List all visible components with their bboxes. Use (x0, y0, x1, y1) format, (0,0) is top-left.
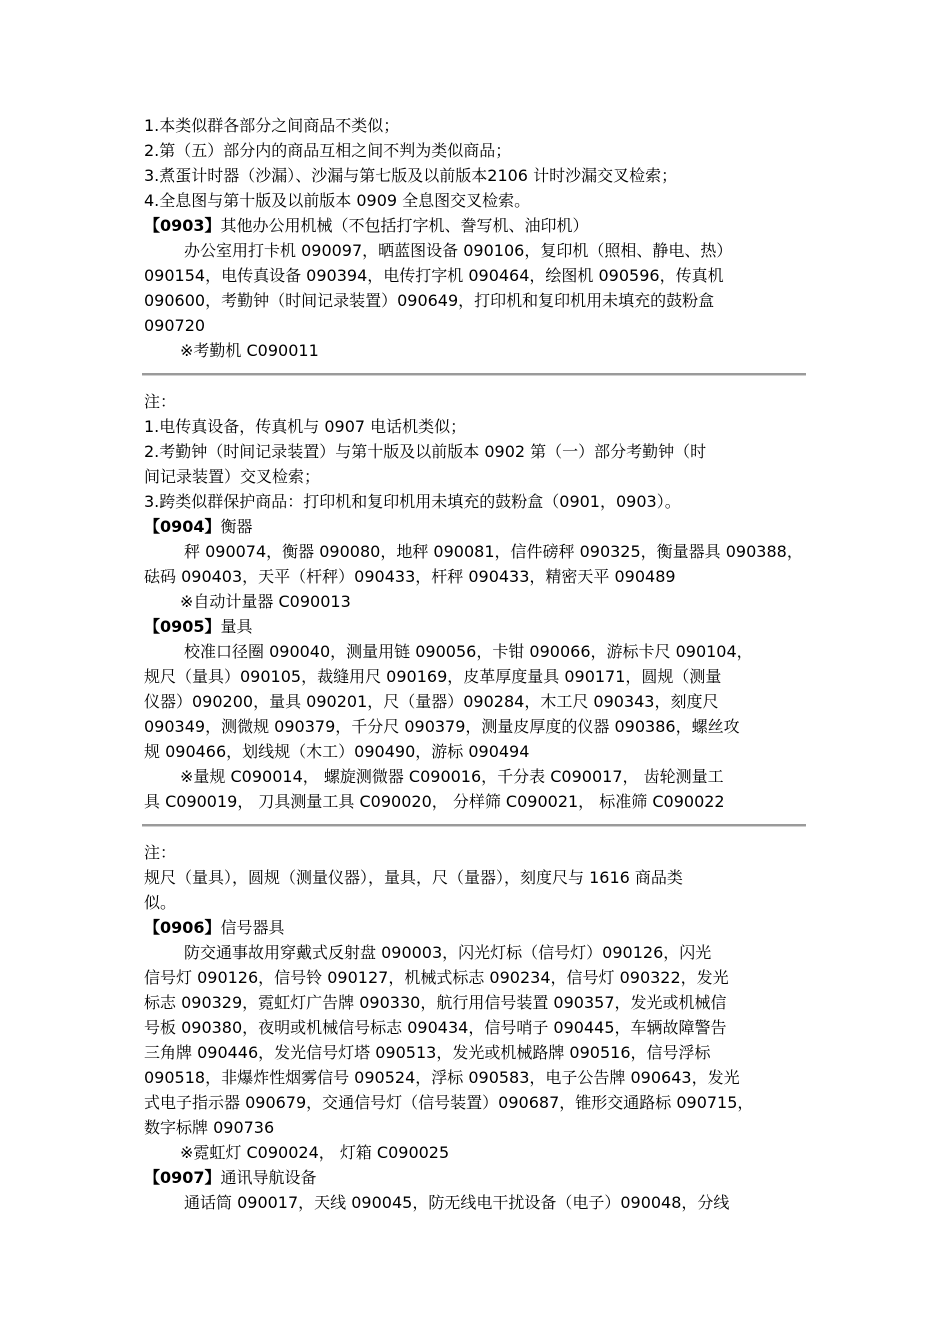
goods-line: 信号灯 090126，信号铃 090127，机械式标志 090234，信号灯 090322，发光 (144, 968, 729, 987)
group-title: 量具 (220, 617, 253, 636)
rule-line-4: 4.全息图与第十版及以前版本 0909 全息图交叉检索。 (144, 191, 531, 210)
goods-line: 规尺（量具）090105，裁缝用尺 090169，皮革厚度量具 090171，圆规（测量 (144, 667, 722, 686)
note-line: 间记录装置）交叉检索； (144, 467, 321, 486)
goods-line: 号板 090380，夜明或机械信号标志 090434，信号哨子 090445，车辆故障警告 (144, 1018, 727, 1037)
note-label: 注： (144, 843, 177, 862)
goods-line: 090154，电传真设备 090394，电传打字机 090464，绘图机 090596，传真机 (144, 266, 724, 285)
group-0907 (144, 1165, 814, 1215)
note-line: 似。 (144, 893, 177, 912)
goods-line: 防交通事故用穿戴式反射盘 090003，闪光灯标（信号灯）090126，闪光 (184, 943, 712, 962)
goods-line: 办公室用打卡机 090097，晒蓝图设备 090106，复印机（照相、静电、热） (184, 241, 733, 260)
goods-line: 090518，非爆炸性烟雾信号 090524，浮标 090583，电子公告牌 090643，发光 (144, 1068, 740, 1087)
group-code: 【0907】 (144, 1168, 221, 1187)
group-code: 【0905】 (144, 617, 221, 636)
group-0905 (144, 614, 814, 814)
note-line: 1.电传真设备，传真机与 0907 电话机类似； (144, 417, 467, 436)
group-title: 衡器 (220, 517, 253, 536)
goods-line: 三角牌 090446，发光信号灯塔 090513，发光或机械路牌 090516，信号浮标 (144, 1043, 711, 1062)
extra-goods-line: ※霓虹灯 C090024， 灯箱 C090025 (180, 1143, 450, 1162)
extra-goods-line: 具 C090019， 刀具测量工具 C090020， 分样筛 C090021， 标准筛 C090022 (144, 792, 725, 811)
group-code: 【0906】 (144, 918, 221, 937)
group-heading (144, 1165, 814, 1190)
rules-list (144, 113, 814, 213)
goods-line: 校准口径圈 090040，测量用链 090056，卡钳 090066，游标卡尺 090104， (184, 642, 753, 661)
note-line: 3.跨类似群保护商品：打印机和复印机用未填充的鼓粉盒（0901，0903）。 (144, 492, 681, 511)
group-heading (144, 514, 814, 539)
goods-line: 式电子指示器 090679，交通信号灯（信号装置）090687，锥形交通路标 090715， (144, 1093, 754, 1112)
note-line: 2.考勤钟（时间记录装置）与第十版及以前版本 0902 第（一）部分考勤钟（时 (144, 442, 707, 461)
goods-line: 标志 090329，霓虹灯广告牌 090330，航行用信号装置 090357，发光或机械信 (144, 993, 727, 1012)
group-heading (144, 213, 814, 238)
extra-goods-line: ※考勤机 C090011 (180, 341, 319, 360)
note-block-2 (144, 840, 814, 915)
goods-line: 砝码 090403，天平（杆秤）090433，杆秤 090433，精密天平 090489 (144, 567, 676, 586)
goods-line: 090600，考勤钟（时间记录装置）090649，打印机和复印机用未填充的鼓粉盒 (144, 291, 715, 310)
rule-line-2: 2.第（五）部分内的商品互相之间不判为类似商品； (144, 141, 512, 160)
note-label: 注： (144, 392, 177, 411)
extra-goods-line: ※量规 C090014， 螺旋测微器 C090016，千分表 C090017， 齿轮测量工 (180, 767, 724, 786)
section-divider (142, 824, 806, 827)
goods-line: 数字标牌 090736 (144, 1118, 275, 1137)
group-title: 信号器具 (220, 918, 285, 937)
group-0904 (144, 514, 814, 614)
goods-line: 仪器）090200，量具 090201，尺（量器）090284，木工尺 090343，刻度尺 (144, 692, 719, 711)
group-title: 其他办公用机械（不包括打字机、誊写机、油印机） (220, 216, 589, 235)
note-line: 规尺（量具），圆规（测量仪器），量具，尺（量器），刻度尺与 1616 商品类 (144, 868, 683, 887)
group-0903 (144, 213, 814, 363)
section-divider (142, 373, 806, 376)
goods-line: 秤 090074，衡器 090080，地秤 090081，信件磅秤 090325，衡量器具 090388， (184, 542, 803, 561)
group-heading (144, 614, 814, 639)
group-code: 【0903】 (144, 216, 221, 235)
group-code: 【0904】 (144, 517, 221, 536)
rule-line-3: 3.煮蛋计时器（沙漏）、沙漏与第七版及以前版本2106 计时沙漏交叉检索； (144, 166, 678, 185)
goods-line: 通话筒 090017，天线 090045，防无线电干扰设备（电子）090048，分线 (184, 1193, 730, 1212)
goods-line: 规 090466，划线规（木工）090490，游标 090494 (144, 742, 530, 761)
rule-line-1: 1.本类似群各部分之间商品不类似； (144, 116, 400, 135)
group-heading (144, 915, 814, 940)
document-page (144, 113, 814, 1215)
goods-line: 090720 (144, 316, 206, 335)
extra-goods-line: ※自动计量器 C090013 (180, 592, 351, 611)
group-0906 (144, 915, 814, 1165)
note-block-1 (144, 389, 814, 514)
goods-line: 090349，测微规 090379，千分尺 090379，测量皮厚度的仪器 090386，螺丝攻 (144, 717, 740, 736)
group-title: 通讯导航设备 (220, 1168, 317, 1187)
